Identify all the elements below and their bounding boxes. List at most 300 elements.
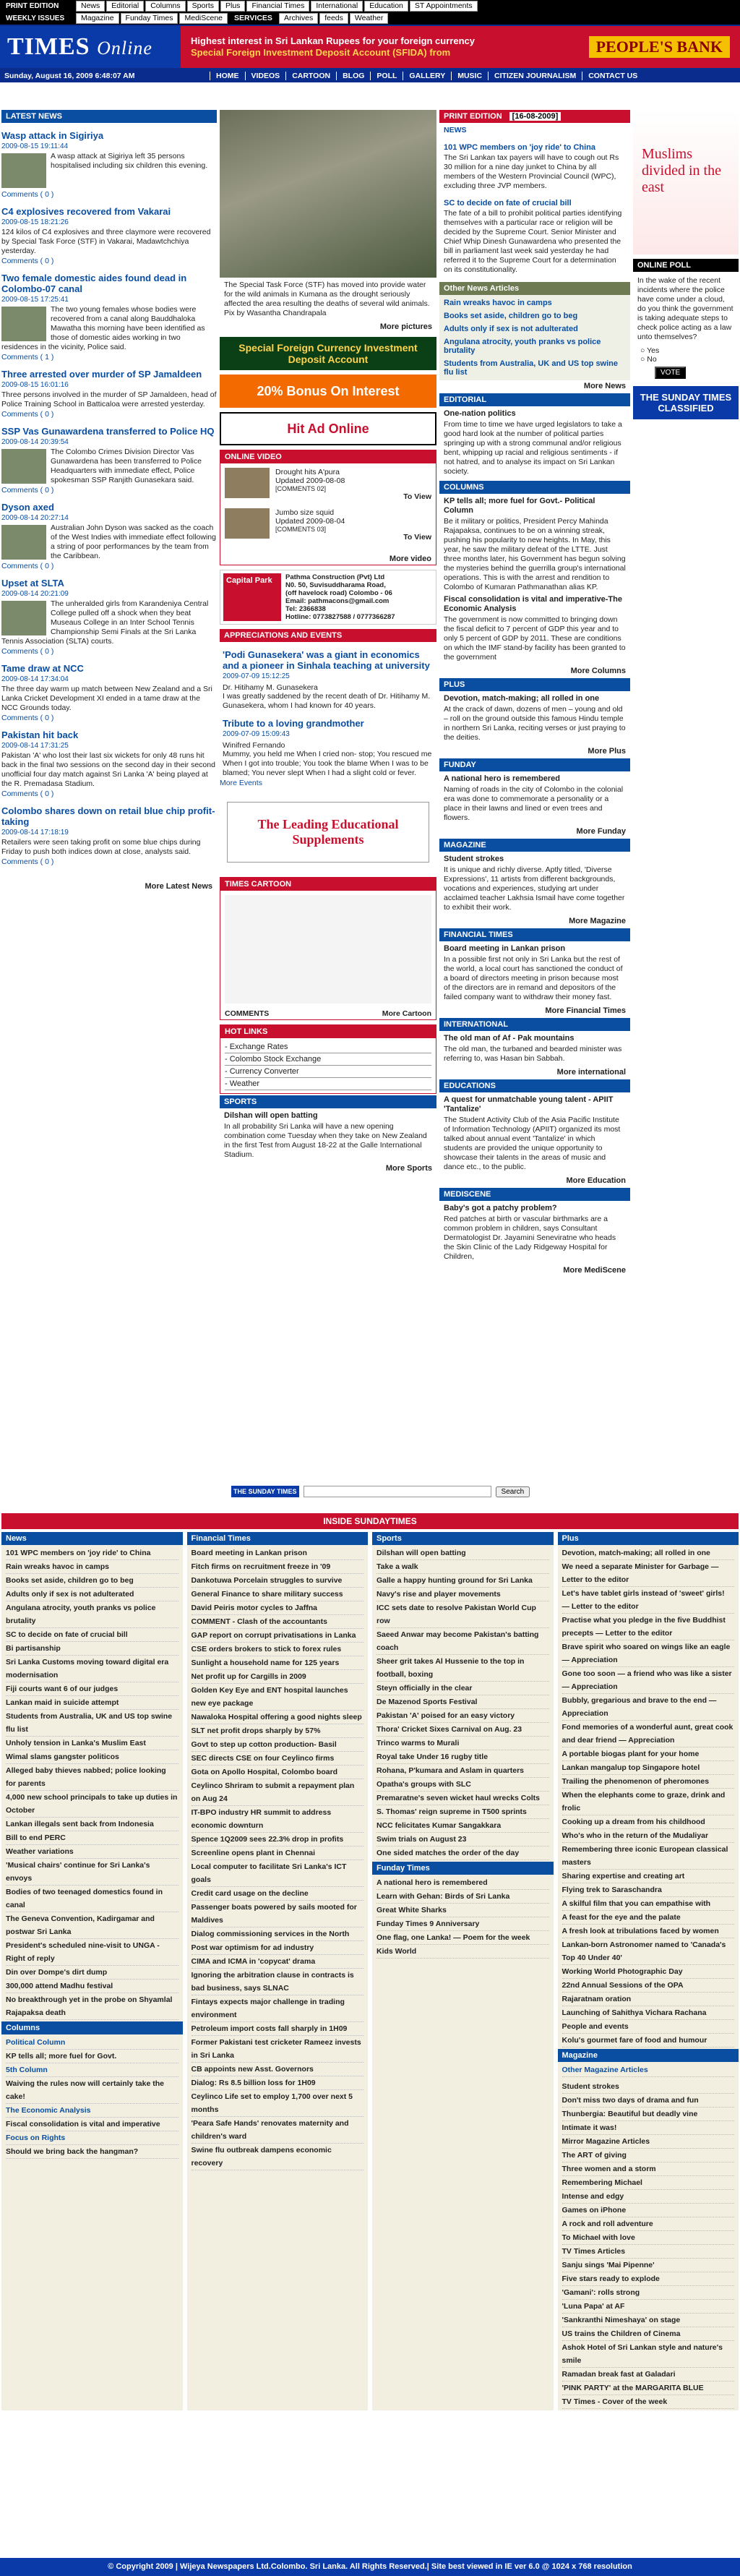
inside-sports-item[interactable]: De Mazenod Sports Festival [377, 1695, 549, 1709]
latest-news-date: 2009-08-14 20:27:14 [1, 514, 69, 522]
appreciation-body: Mummy, you held me When I cried non- stop; You rescued me When I got into trouble; You took the blame When I was to be blamed; You never slept When I had a slight cold or fever. [223, 750, 432, 777]
inside-sports-item[interactable]: Swim trials on August 23 [377, 1833, 549, 1847]
topnav-item[interactable]: International [311, 1, 363, 12]
sports-header: SPORTS [220, 1095, 436, 1108]
nav-item[interactable]: HOME [210, 72, 245, 80]
inside-sports-item[interactable]: Premaratne's seven wicket haul wrecks Colts [377, 1792, 549, 1805]
inside-sports-item[interactable]: Opatha's groups with SLC [377, 1778, 549, 1792]
topnav2-item[interactable]: Weather [350, 13, 389, 24]
funday-headline[interactable]: A national hero is remembered [444, 774, 560, 783]
inside-plus-item[interactable]: Who's who in the return of the Mudaliyar [562, 1829, 735, 1843]
inside-magazine-item[interactable]: Ashok Hotel of Sri Lankan style and nature's smile [562, 2341, 735, 2368]
inside-ft-item[interactable]: Spence 1Q2009 sees 22.3% drop in profits [192, 1833, 364, 1847]
news-thumbnail[interactable] [1, 449, 46, 484]
latest-news-title[interactable]: Two female domestic aides found dead in Colombo-07 canal [1, 273, 187, 294]
columns-headline[interactable]: KP tells all; more fuel for Govt.- Political Column [444, 497, 595, 515]
feature-photo[interactable] [220, 110, 436, 278]
inside-news-item[interactable]: Rain wreaks havoc in camps [6, 1560, 178, 1574]
inside-plus-item[interactable]: 22nd Annual Sessions of the OPA [562, 1979, 735, 1993]
sidebar-headline[interactable]: Muslims divided in the east [633, 110, 739, 254]
inside-magazine-item[interactable]: Remembering Michael [562, 2176, 735, 2190]
topnav2-item[interactable]: feeds [319, 13, 348, 24]
print-edition-label: PRINT EDITION [6, 2, 59, 10]
inside-news-item[interactable]: Bill to end PERC [6, 1831, 178, 1845]
latest-news-item [1, 426, 217, 495]
to-view-link[interactable]: To View [403, 492, 431, 501]
medi-headline[interactable]: Baby's got a patchy problem? [444, 1204, 557, 1212]
vote-button[interactable]: VOTE [655, 367, 686, 379]
latest-news-body: The three day warm up match between New Zealand and a Sri Lanka Cricket Development XI ended in a tame draw at the NCC Grounds today. [1, 685, 212, 712]
inside-sports-item[interactable]: One sided matches the order of the day [377, 1847, 549, 1860]
news-thumbnail[interactable] [1, 601, 46, 636]
more-pictures-link[interactable]: More pictures [379, 322, 432, 331]
inside-sports-item[interactable]: S. Thomas' reign supreme in T500 sprints [377, 1805, 549, 1819]
inside-magazine-item[interactable]: Three women and a storm [562, 2162, 735, 2176]
comments-link[interactable]: Comments ( 0 ) [1, 647, 54, 656]
inside-plus-item[interactable]: Trailing the phenomenon of pheromones [562, 1775, 735, 1789]
inside-magazine-item[interactable]: Don't miss two days of drama and fun [562, 2094, 735, 2108]
inside-news-item[interactable]: Unholy tension in Lanka's Muslim East [6, 1737, 178, 1750]
inside-plus-item[interactable]: Working World Photographic Day [562, 1965, 735, 1979]
hot-link[interactable]: - Weather [225, 1078, 431, 1090]
inside-ft-item[interactable]: Fitch firms on recruitment freeze in '09 [192, 1560, 364, 1574]
more-medi-link[interactable]: More MediScene [563, 1266, 626, 1275]
topnav-item[interactable]: Columns [145, 1, 185, 12]
inside-news-item[interactable]: 300,000 attend Madhu festival [6, 1980, 178, 1993]
inside-ft-item[interactable]: SEC directs CSE on four Ceylinco firms [192, 1752, 364, 1766]
intl-headline[interactable]: The old man of Af - Pak mountains [444, 1034, 575, 1043]
other-news-link[interactable]: Angulana atrocity, youth pranks vs police brutality [444, 338, 601, 355]
inside-ft-item[interactable]: CSE orders brokers to stick to forex rules [192, 1643, 364, 1656]
latest-news-title[interactable]: SSP Vas Gunawardena transferred to Police HQ [1, 426, 215, 437]
inside-ft-item[interactable]: Fintays expects major challenge in trading environment [192, 1995, 364, 2022]
news-thumbnail[interactable] [1, 525, 46, 560]
topnav2-item[interactable]: Magazine [76, 13, 119, 24]
intl-header: INTERNATIONAL [439, 1018, 630, 1031]
latest-news-title[interactable]: Wasp attack in Sigiriya [1, 130, 104, 141]
inside-ft-item[interactable]: GAP report on corrupt privatisations in Lanka [192, 1629, 364, 1643]
edu-headline[interactable]: A quest for unmatchable young talent - APIIT 'Tantalize' [444, 1095, 614, 1113]
search-input[interactable] [304, 1486, 491, 1497]
inside-funday-item[interactable]: A national hero is remembered [377, 1876, 549, 1890]
ft-headline[interactable]: Board meeting in Lankan prison [444, 944, 566, 953]
inside-magazine-item[interactable]: Mirror Magazine Articles [562, 2135, 735, 2149]
inside-ft-item[interactable]: Ignoring the arbitration clause in contracts is bad business, says SLNAC [192, 1969, 364, 1995]
more-columns-link[interactable]: More Columns [570, 667, 626, 675]
latest-news-date: 2009-08-15 18:21:26 [1, 218, 69, 226]
appreciation-title[interactable]: Tribute to a loving grandmother [223, 718, 364, 729]
inside-ft-item[interactable]: Board meeting in Lankan prison [192, 1546, 364, 1560]
inside-magazine-item[interactable]: Intimate it was! [562, 2121, 735, 2135]
ft-section: FINANCIAL TIMES Board meeting in Lankan prison In a possible first not only in Sri Lanka but the rest of the world, a local court has sanctioned the conduct of a board of directors meeting in prison because most of the directors are in remand and depositors of the failed company want to withdraw their money fast. More Financial Times [439, 928, 630, 1017]
inside-plus-item[interactable]: A fresh look at tribulations faced by women [562, 1925, 735, 1938]
inside-plus-item[interactable]: Brave spirit who soared on wings like an eagle — Appreciation [562, 1640, 735, 1667]
inside-ft-item[interactable]: Passenger boats powered by sails mooted for Maldives [192, 1901, 364, 1927]
educational-supplements-ad[interactable]: The Leading Educational Supplements [227, 802, 429, 863]
more-events-link[interactable]: More Events [220, 779, 262, 787]
inside-news-item[interactable]: Lankan maid in suicide attempt [6, 1696, 178, 1710]
inside-magazine-item[interactable]: The ART of giving [562, 2149, 735, 2162]
inside-ft-item[interactable]: Golden Key Eye and ENT hospital launches new eye package [192, 1684, 364, 1711]
inside-plus-item[interactable]: A portable biogas plant for your home [562, 1747, 735, 1761]
news-thumbnail[interactable] [1, 153, 46, 188]
columns-headline[interactable]: Fiscal consolidation is vital and imperative-The Economic Analysis [444, 595, 622, 613]
appreciation-title[interactable]: 'Podi Gunasekera' was a giant in economics and a pioneer in Sinhala teaching at university [223, 649, 430, 671]
other-news-link[interactable]: Books set aside, children go to beg [444, 312, 578, 320]
inside-columns-item[interactable]: KP tells all; more fuel for Govt. [6, 2050, 178, 2063]
inside-news-item[interactable]: Students from Australia, UK and US top swine flu list [6, 1710, 178, 1737]
inside-news-item[interactable]: Fiji courts want 6 of our judges [6, 1682, 178, 1696]
video-thumbnail[interactable] [225, 508, 270, 539]
hot-link[interactable]: - Exchange Rates [225, 1041, 431, 1053]
inside-sports-item[interactable]: NCC felicitates Kumar Sangakkara [377, 1819, 549, 1833]
inside-ft-item[interactable]: Swine flu outbreak dampens economic recovery [192, 2144, 364, 2170]
nav-item[interactable]: MUSIC [451, 72, 488, 80]
video-thumbnail[interactable] [225, 468, 270, 498]
header-ad[interactable]: Highest interest in Sri Lankan Rupees for your foreign currency Special Foreign Investment Deposit Account (SFIDA) from PEOPLE'S BANK [181, 26, 740, 68]
hot-link[interactable]: - Currency Converter [225, 1066, 431, 1078]
inside-ft-item[interactable]: Ceylinco Life set to employ 1,700 over next 5 months [192, 2090, 364, 2117]
latest-news-title[interactable]: Pakistan hit back [1, 729, 79, 740]
video-title[interactable]: Drought hits A'pura [275, 468, 340, 476]
magazine-section: MAGAZINE Student strokes It is unique and richly diverse. Aptly titled, 'Diverse Expressions', 11 artists from different backgrounds, vocations and experiences, studying art under acclaimed teacher Lakhsia Ismail have come together to exhibit their work. More Magazine [439, 839, 630, 927]
inside-news-item[interactable]: Adults only if sex is not adulterated [6, 1588, 178, 1601]
inside-news-item[interactable]: SC to decide on fate of crucial bill [6, 1628, 178, 1642]
topnav-item[interactable]: News [76, 1, 105, 12]
latest-news-date: 2009-08-14 17:31:25 [1, 742, 69, 750]
topnav2-item[interactable]: Archives [279, 13, 318, 24]
inside-ft-item[interactable]: Net profit up for Cargills in 2009 [192, 1670, 364, 1684]
inside-plus-item[interactable]: Devotion, match-making; all rolled in one [562, 1546, 735, 1560]
inside-columns-item[interactable]: Waiving the rules now will certainly take the cake! [6, 2077, 178, 2104]
classified-ad[interactable]: THE SUNDAY TIMES CLASSIFIED [633, 386, 739, 419]
online-poll-header: ONLINE POLL [633, 259, 739, 272]
inside-columns-item[interactable]: Fiscal consolidation is vital and imperative [6, 2118, 178, 2131]
topnav-item[interactable]: Plus [220, 1, 245, 12]
inside-news-item[interactable]: Sri Lanka Customs moving toward digital era modernisation [6, 1656, 178, 1682]
inside-news-item[interactable]: Bi partisanship [6, 1642, 178, 1656]
plus-header: PLUS [439, 678, 630, 691]
latest-news-date: 2009-08-15 19:11:44 [1, 142, 69, 150]
latest-news-body: Pakistan 'A' who lost their last six wickets for only 48 runs hit back in the final two sessions on the second day in their second unofficial four day match against Sri Lanka 'A' being played at the R. Premadasa Stadium. [1, 751, 215, 788]
comments-link[interactable]: Comments ( 1 ) [1, 353, 54, 361]
comments-link[interactable]: Comments ( 0 ) [1, 190, 54, 199]
funday-section: FUNDAY A national hero is remembered Naming of roads in the city of Colombo in the colonial era was done to commemorate a personality or a place in their lawns and lined or even trees and flowers. More Funday [439, 758, 630, 837]
topnav-item[interactable]: Financial Times [246, 1, 309, 12]
editorial-header: EDITORIAL [439, 393, 630, 406]
edu-section: EDUCATIONS A quest for unmatchable young talent - APIIT 'Tantalize' The Student Activity Club of the Asia Pacific Institute of Information Technology (APIIT) organized its most talked about annual event 'Tantalize' in which students are provided the unique opportunity to showcase their talents in the areas of music and dance etc., to the public. More Education [439, 1079, 630, 1186]
inside-plus-item[interactable]: A feast for the eye and the palate [562, 1911, 735, 1925]
inside-news-item[interactable]: Bodies of two teenaged domestics found in canal [6, 1886, 178, 1912]
magazine-headline[interactable]: Student strokes [444, 855, 504, 863]
inside-sports-item[interactable]: Pakistan 'A' poised for an easy victory [377, 1709, 549, 1723]
inside-magazine-item[interactable]: Ramadan break fast at Galadari [562, 2368, 735, 2382]
inside-plus-item[interactable]: When the elephants come to graze, drink and frolic [562, 1789, 735, 1815]
inside-news-item[interactable]: Din over Dompe's dirt dump [6, 1966, 178, 1980]
inside-magazine-item[interactable]: Student strokes [562, 2080, 735, 2094]
inside-plus-item[interactable]: Sharing expertise and creating art [562, 1870, 735, 1883]
inside-ft-item[interactable]: Nawaloka Hospital offering a good nights sleep [192, 1711, 364, 1724]
inside-ft-item[interactable]: Post war optimism for ad industry [192, 1941, 364, 1955]
print-headline-2[interactable]: SC to decide on fate of crucial bill [444, 199, 572, 207]
inside-plus-item[interactable]: Gone too soon — a friend who was like a sister — Appreciation [562, 1667, 735, 1694]
inside-news-item[interactable]: Weather variations [6, 1845, 178, 1859]
feature-caption: The Special Task Force (STF) has moved into provide water for the wild animals in Kumana as the drought seriously affected the area resulting the deaths of several wild animals. Pix by Wasantha Chandrapala [224, 281, 430, 317]
inside-news-item[interactable]: Angulana atrocity, youth pranks vs police brutality [6, 1601, 178, 1628]
inside-ft-item[interactable]: CB appoints new Asst. Governors [192, 2063, 364, 2076]
inside-news-item[interactable]: Wimal slams gangster politicos [6, 1750, 178, 1764]
weekly-issues-label: WEEKLY ISSUES [6, 14, 65, 22]
inside-magazine-item[interactable]: Sanju sings 'Mai Pipenne' [562, 2259, 735, 2272]
nav-item[interactable]: GALLERY [403, 72, 451, 80]
inside-magazine-item[interactable]: 'Luna Papa' at AF [562, 2300, 735, 2314]
inside-ft-item[interactable]: General Finance to share military success [192, 1588, 364, 1601]
inside-sports-item[interactable]: Saeed Anwar may become Pakistan's batting coach [377, 1628, 549, 1655]
inside-sports-item[interactable]: Take a walk [377, 1560, 549, 1574]
plus-headline[interactable]: Devotion, match-making; all rolled in one [444, 694, 600, 703]
inside-ft-item[interactable]: Dialog: Rs 8.5 billion loss for 1H09 [192, 2076, 364, 2090]
inside-ft-item[interactable]: Former Pakistani test cricketer Rameez invests in Sri Lanka [192, 2036, 364, 2063]
latest-news-column [1, 110, 217, 892]
more-sports-link[interactable]: More Sports [385, 1164, 432, 1173]
inside-funday-item[interactable]: One flag, one Lanka! — Poem for the week [377, 1931, 549, 1945]
inside-funday-item[interactable]: Kids World [377, 1945, 549, 1959]
inside-plus-item[interactable]: Fond memories of a wonderful aunt, great cook and dear friend — Appreciation [562, 1721, 735, 1747]
peoples-bank-logo: PEOPLE'S BANK [589, 36, 730, 58]
inside-plus-item[interactable]: Rajaratnam oration [562, 1993, 735, 2006]
inside-plus-item[interactable]: Remembering three iconic European classical masters [562, 1843, 735, 1870]
inside-ft-item[interactable]: Local computer to facilitate Sri Lanka's ICT goals [192, 1860, 364, 1887]
inside-news-item[interactable]: President's scheduled nine-visit to UNGA - Right of reply [6, 1939, 178, 1966]
inside-columns-item[interactable]: Should we bring back the hangman? [6, 2145, 178, 2159]
columns-section: COLUMNS KP tells all; more fuel for Govt.- Political Column Be it military or politics, President Percy Mahinda Rajapaksa, continues to be on a winning streak, pushing his popularity to new heights. In May, this year, he saw the military defeat of the LTTE. Just three months later, his Government has begun solving the mysteries behind the guerrilla group's international operations. This is with the arrest and rendition to Colombo of Kumaran Pathmanathan alias KP. Fiscal consolidation is vital and imperative-The Economic Analysis The government is now committed to bringing down the fiscal deficit to 7 percent of GDP this year and to only 5 percent of GDP by 2011. These are conditions on which the IMF stand-by facility has been granted to the government More Columns [439, 481, 630, 677]
more-cartoon-link[interactable]: More Cartoon [382, 1009, 431, 1018]
inside-magazine-item[interactable]: TV Times - Cover of the week [562, 2395, 735, 2409]
latest-news-title[interactable]: Upset at SLTA [1, 578, 64, 589]
cartoon-header: TIMES CARTOON [220, 878, 436, 891]
inside-ft-item[interactable]: 'Peara Safe Hands' renovates maternity and children's ward [192, 2117, 364, 2144]
inside-plus-item[interactable]: Flying trek to Saraschandra [562, 1883, 735, 1897]
inside-plus-item[interactable]: Launching of Sahithya Vichara Rachana [562, 2006, 735, 2020]
comments-link[interactable]: Comments ( 0 ) [1, 257, 54, 265]
inside-ft-item[interactable]: CIMA and ICMA in 'copycat' drama [192, 1955, 364, 1969]
inside-plus-item[interactable]: Lankan-born Astronomer named to 'Canada's Top 40 Under 40' [562, 1938, 735, 1965]
latest-news-title[interactable]: Colombo shares down on retail blue chip profit-taking [1, 805, 215, 827]
editorial-headline[interactable]: One-nation politics [444, 409, 516, 418]
inside-magazine-item[interactable]: To Michael with love [562, 2231, 735, 2245]
topnav2-item[interactable]: SERVICES [229, 13, 278, 24]
other-news-link[interactable]: Rain wreaks havoc in camps [444, 299, 552, 307]
header-banner [0, 25, 740, 69]
editorial-section: EDITORIAL One-nation politics From time to time we have urged legislators to take a good hard look at the number of political parties springing up with a strong communal and/or religious bent, whipping up racial and religious sentiments - if not hatred, and to analyse its impact on Sri Lankan society. [439, 393, 630, 479]
bonus-interest-banner[interactable]: 20% Bonus On Interest [220, 375, 436, 408]
inside-magazine-item[interactable]: 'Gamani': rolls strong [562, 2286, 735, 2300]
inside-sports-item[interactable]: Sheer grit takes Al Hussenie to the top in football, boxing [377, 1655, 549, 1682]
site-logo[interactable]: TIMES Online [0, 26, 181, 68]
inside-ft-item[interactable]: IT-BPO industry HR summit to address economic downturn [192, 1806, 364, 1833]
magazine-header: MAGAZINE [439, 839, 630, 852]
inside-ft-item[interactable]: SLT net profit drops sharply by 57% [192, 1724, 364, 1738]
inside-magazine-item[interactable]: A rock and roll adventure [562, 2217, 735, 2231]
poll-yes[interactable]: ○ Yes [640, 346, 660, 355]
latest-news-date: 2009-08-14 17:18:19 [1, 829, 69, 836]
comments-link[interactable]: Comments ( 0 ) [1, 486, 54, 495]
topnav2-item[interactable]: Funday Times [121, 13, 178, 24]
inside-ft-item[interactable]: David Peiris motor cycles to Jaffna [192, 1601, 364, 1615]
comments-link[interactable]: Comments ( 0 ) [1, 790, 54, 798]
latest-news-title[interactable]: Dyson axed [1, 502, 54, 513]
inside-plus-item[interactable]: Kolu's gourmet fare of food and humour [562, 2034, 735, 2047]
nav-item[interactable]: CONTACT US [582, 72, 643, 80]
hit-ad-banner[interactable]: Hit Ad Online [220, 412, 436, 445]
inside-news-item[interactable]: The Geneva Convention, Kadirgamar and postwar Sri Lanka [6, 1912, 178, 1939]
latest-news-body: The two young females whose bodies were recovered from a canal along Bauddhaloka Mawatha this morning have been identified as those of domestic aides working in two residences in the vicinity, Police said. [1, 305, 205, 351]
nav-item[interactable]: POLL [370, 72, 403, 80]
inside-ft-item[interactable]: Dialog commissioning services in the North [192, 1927, 364, 1941]
inside-magazine-item[interactable]: Five stars ready to explode [562, 2272, 735, 2286]
latest-news-body: 124 kilos of C4 explosives and three claymore were recovered by Special Task Force (STF) in Vakarai, Madawtchchiya yesterday. [1, 228, 211, 255]
more-video-link[interactable]: More video [389, 555, 431, 563]
inside-news-item[interactable]: 101 WPC members on 'joy ride' to China [6, 1546, 178, 1560]
inside-sports-item[interactable]: Rohana, P'kumara and Aslam in quarters [377, 1764, 549, 1778]
topnav2-item[interactable]: MediScene [179, 13, 228, 24]
inside-magazine-item[interactable]: Thunbergia: Beautiful but deadly vine [562, 2108, 735, 2121]
more-ft-link[interactable]: More Financial Times [545, 1006, 626, 1015]
inside-magazine-item[interactable]: Games on iPhone [562, 2204, 735, 2217]
to-view-link[interactable]: To View [403, 533, 431, 542]
latest-news-item [1, 130, 217, 199]
inside-plus-item[interactable]: Bubbly, gregarious and brave to the end — Appreciation [562, 1694, 735, 1721]
search-button[interactable]: Search [496, 1486, 530, 1497]
inside-funday-item[interactable]: Learn with Gehan: Birds of Sri Lanka [377, 1890, 549, 1904]
inside-plus-item[interactable]: Practise what you pledge in the five Buddhist precepts — Letter to the editor [562, 1614, 735, 1640]
other-news-link[interactable]: Students from Australia, UK and US top swine flu list [444, 359, 619, 377]
inside-sports-item[interactable]: Galle a happy hunting ground for Sri Lanka [377, 1574, 549, 1588]
comments-link[interactable]: Comments ( 0 ) [1, 410, 54, 419]
inside-funday-item[interactable]: Funday Times 9 Anniversary [377, 1917, 549, 1931]
inside-magazine-item[interactable]: 'PINK PARTY' at the MARGARITA BLUE [562, 2382, 735, 2395]
video-item[interactable]: Jumbo size squid Updated 2009-08-04 [COMMENTS 03] To View [225, 508, 431, 542]
columns-header: COLUMNS [439, 481, 630, 494]
latest-news-date: 2009-08-14 20:21:09 [1, 590, 69, 598]
video-title[interactable]: Jumbo size squid [275, 508, 335, 517]
inside-ft-item[interactable]: Credit card usage on the decline [192, 1887, 364, 1901]
nav-item[interactable]: VIDEOS [245, 72, 286, 80]
inside-magazine-item[interactable]: TV Times Articles [562, 2245, 735, 2259]
inside-plus-item[interactable]: People and events [562, 2020, 735, 2034]
inside-news-item[interactable]: Lankan illegals sent back from Indonesia [6, 1818, 178, 1831]
latest-news-item [1, 369, 217, 419]
inside-plus-item[interactable]: A skilful film that you can empathise with [562, 1897, 735, 1911]
hot-link[interactable]: - Colombo Stock Exchange [225, 1053, 431, 1066]
topnav-item[interactable]: Sports [187, 1, 219, 12]
latest-news-date: 2009-08-15 16:01:16 [1, 381, 69, 389]
print-headline-1[interactable]: 101 WPC members on 'joy ride' to China [444, 143, 595, 152]
inside-sports-item[interactable]: Dilshan will open batting [377, 1546, 549, 1560]
inside-plus-item[interactable]: Cooking up a dream from his childhood [562, 1815, 735, 1829]
more-plus-link[interactable]: More Plus [588, 747, 626, 756]
topnav-item[interactable]: Education [364, 1, 408, 12]
more-edu-link[interactable]: More Education [566, 1176, 626, 1185]
inside-ft-item[interactable]: Govt to step up cotton production- Basil [192, 1738, 364, 1752]
inside-sports-item[interactable]: Royal take Under 16 rugby title [377, 1750, 549, 1764]
inside-funday-item[interactable]: Great White Sharks [377, 1904, 549, 1917]
inside-plus-item[interactable]: We need a separate Minister for Garbage — Letter to the editor [562, 1560, 735, 1587]
print-edition-header: PRINT EDITION [16-08-2009] [439, 110, 630, 123]
cartoon-image[interactable] [225, 895, 431, 1004]
inside-news-item[interactable]: 'Musical chairs' continue for Sri Lanka's envoys [6, 1859, 178, 1886]
inside-sports-item[interactable]: Trinco warms to Murali [377, 1737, 549, 1750]
topnav-item[interactable]: Editorial [106, 1, 144, 12]
plus-section: PLUS Devotion, match-making; all rolled in one At the crack of dawn, dozens of men – young and old – roll on the ground outside this famous Hindu temple in northern Sri Lanka, reciting verses or just praying to the deities. More Plus [439, 678, 630, 757]
more-latest-news-link[interactable]: More Latest News [145, 882, 212, 891]
inside-news-item[interactable]: Books set aside, children go to beg [6, 1574, 178, 1588]
inside-sports-item[interactable]: Steyn officially in the clear [377, 1682, 549, 1695]
comments-link[interactable]: Comments ( 0 ) [1, 562, 54, 570]
comments-link[interactable]: Comments ( 0 ) [1, 857, 54, 866]
appreciation-body: I was greatly saddened by the recent death of Dr. Hitihamy M. Gunasekera, whom I had known for 40 years. [223, 692, 431, 710]
inside-sports-item[interactable]: Thora' Cricket Sixes Carnival on Aug. 23 [377, 1723, 549, 1737]
inside-news-item[interactable]: No breakthrough yet in the probe on Shyamlal Rajapaksa death [6, 1993, 178, 2020]
poll-no[interactable]: ○ No [640, 355, 657, 364]
middle-column: The Special Task Force (STF) has moved into provide water for the wild animals in Kumana as the drought seriously affected the area resulting the deaths of several wild animals. Pix by Wasantha Chandrapala More pictures Special Foreign Currency Investment Deposit Account 20% Bonus On Interest Hit Ad Online ONLINE VIDEO Drought hits A'pura Updated 2009-08-08 [COMMENTS 02] To View Jumbo size squid Updated 2009-08-04 [COMMENTS 03] To View More video Capital Park Pathma Construction (Pvt) Ltd N0. 50, Suvisuddharama Road, (off havelock road) Colombo - 06 Email: pathmacons@gmail.com Tel: 2366838 Hotline: 0773827588 / 0777366287 APPRECIATIONS AND EVENTS 'Podi Gunasekera' was a giant in economics and a pioneer in Sinhala teaching at university 2009-07-09 15:12:25 Dr. Hitihamy M. Gunasekera I was greatly saddened by the recent death of Dr. Hitihamy M. Gunasekera, whom I had known for 40 years. Tribute to a loving grandmother 2009-07-09 15:09:43 Winifred Fernando Mummy, you held me When I cried non- stop; You rescued me When I got into trouble; You took the blame When I was to be blamed; You never slept When I had a slight cold or fever. More Events The Leading Educational Supplements TIMES CARTOON COMMENTS More Cartoon HOT LINKS - Exchange Rates - Colombo Stock Exchange - Currency Converter - Weather SPORTS Dilshan will open batting In all probability Sri Lanka will have a new opening combination come Tuesday when they take on New Zealand in the first Test from August 18-22 at the Galle International Stadium. More Sports [220, 110, 436, 1174]
inside-magazine-item[interactable]: 'Sankranthi Nimeshaya' on stage [562, 2314, 735, 2327]
latest-news-item [1, 502, 217, 570]
video-item[interactable]: Drought hits A'pura Updated 2009-08-08 [COMMENTS 02] To View [225, 468, 431, 501]
inside-news-item[interactable]: Alleged baby thieves nabbed; police looking for parents [6, 1764, 178, 1791]
capital-park-ad[interactable]: Capital Park Pathma Construction (Pvt) Ltd N0. 50, Suvisuddharama Road, (off havelock road) Colombo - 06 Email: pathmacons@gmail.com Tel: 2366838 Hotline: 0773827588 / 0777366287 [220, 570, 436, 625]
comments-link[interactable]: Comments ( 0 ) [1, 714, 54, 722]
inside-sundaytimes: INSIDE SUNDAYTIMES News 101 WPC members on 'joy ride' to China Rain wreaks havoc in camps Books set aside, children go to beg Adults only if sex is not adulterated Angulana atrocity, youth pranks vs police brutality SC to decide on fate of crucial bill Bi partisanship Sri Lanka Customs moving toward digital era modernisation Fiji courts want 6 of our judges Lankan maid in suicide attempt Students from Australia, UK and US top swine flu list Unholy tension in Lanka's Muslim East Wimal slams gangster politicos Alleged baby thieves nabbed; police looking for parents 4,000 new school principals to take up duties in October Lankan illegals sent back from Indonesia Bill to end PERC Weather variations 'Musical chairs' continue for Sri Lanka's envoys Bodies of two teenaged domestics found in canal The Geneva Convention, Kadirgamar and postwar Sri Lanka President's scheduled nine-visit to UNGA - Right of reply Din over Dompe's dirt dump 300,000 attend Madhu festival No breakthrough yet in the probe on Shyamlal Rajapaksa death Columns Political Column KP tells all; more fuel for Govt. 5th Column Waiving the rules now will certainly take the cake! The Economic Analysis Fiscal consolidation is vital and imperative Focus on Rights Should we bring back the hangman? Financial Times Board meeting in Lankan prison Fitch firms on recruitment freeze in '09 Dankotuwa Porcelain struggles to survive General Finance to share military success David Peiris motor cycles to Jaffna COMMENT - Clash of the accountants GAP report on corrupt privatisations in Lanka CSE orders brokers to stick to forex rules Sunlight a household name for 125 years Net profit up for Cargills in 2009 Golden Key Eye and ENT hospital launches new eye package Nawaloka Hospital offering a good nights sleep SLT net profit drops sharply by 57% Govt to step up cotton production- Basil SEC directs CSE on four Ceylinco firms Gota on Apollo Hospital, Colombo board Ceylinco Shriram to submit a repayment plan on Aug 24 IT-BPO industry HR summit to address economic downturn Spence 1Q2009 sees 22.3% drop in profits Screenline opens plant in Chennai Local computer to facilitate Sri Lanka's ICT goals Credit card usage on the decline Passenger boats powered by sails mooted for Maldives Dialog commissioning services in the North Post war optimism for ad industry CIMA and ICMA in 'copycat' drama Ignoring the arbitration clause in contracts is bad business, says SLNAC Fintays expects major challenge in trading environment Petroleum import costs fall sharply in 1H09 Former Pakistani test cricketer Rameez invests in Sri Lanka CB appoints new Asst. Governors Dialog: Rs 8.5 billion loss for 1H09 Ceylinco Life set to employ 1,700 over next 5 months 'Peara Safe Hands' renovates maternity and children's ward Swine flu outbreak dampens economic recovery Sports Dilshan will open batting Take a walk Galle a happy hunting ground for Sri Lanka Navy's rise and player movements ICC sets date to resolve Pakistan World Cup row Saeed Anwar may become Pakistan's batting coach Sheer grit takes Al Hussenie to the top in football, boxing Steyn officially in the clear De Mazenod Sports Festival Pakistan 'A' poised for an easy victory Thora' Cricket Sixes Carnival on Aug. 23 Trinco warms to Murali Royal take Under 16 rugby title Rohana, P'kumara and Aslam in quarters Opatha's groups with SLC Premaratne's seven wicket haul wrecks Colts S. Thomas' reign supreme in T500 sprints NCC felicitates Kumar Sangakkara Swim trials on August 23 One sided matches the order of the day Funday Times A national hero is remembered Learn with Gehan: Birds of Sri Lanka Great White Sharks Funday Times 9 Anniversary One flag, one Lanka! — Poem for the week Kids World Plus Devotion, match-making; all rolled in one We need a separate Minister for Garbage — Letter to the editor Let's have tablet girls instead of 'sweet' girls! — Letter to the editor Practise what you pledge in the five Buddhist precepts — Letter to the editor Brave spirit who soared on wings like an eagle — Appreciation Gone too soon — a friend who was like a sister — Appreciation Bubbly, gregarious and brave to the end — Appreciation Fond memories of a wonderful aunt, great cook and dear friend — Appreciation A portable biogas plant for your home Lankan mangalup top Singapore hotel Trailing the phenomenon of pheromones When the elephants come to graze, drink and frolic Cooking up a dream from his childhood Who's who in the return of the Mudaliyar Remembering three iconic European classical masters Sharing expertise and creating art Flying trek to Saraschandra A skilful film that you can empathise with A feast for the eye and the palate A fresh look at tribulations faced by women Lankan-born Astronomer named to 'Canada's Top 40 Under 40' Working World Photographic Day 22nd Annual Sessions of the OPA Rajaratnam oration Launching of Sahithya Vichara Rachana People and events Kolu's gourmet fare of food and humour Magazine Other Magazine Articles Student strokes Don't miss two days of drama and fun Thunbergia: Beautiful but deadly vine Intimate it was! Mirror Magazine Articles The ART of giving Three women and a storm Remembering Michael Intense and edgy Games on iPhone A rock and roll adventure To Michael with love TV Times Articles Sanju sings 'Mai Pipenne' Five stars ready to explode 'Gamani': rolls strong 'Luna Papa' at AF 'Sankranthi Nimeshaya' on stage US trains the Children of Cinema Ashok Hotel of Sri Lankan style and nature's smile Ramadan break fast at Galadari 'PINK PARTY' at the MARGARITA BLUE TV Times - Cover of the week [1, 1513, 739, 2410]
inside-sports-item[interactable]: ICC sets date to resolve Pakistan World Cup row [377, 1601, 549, 1628]
latest-news-body: The Colombo Crimes Division Director Vas Gunawardena has been transferred to Police Headquarters with immediate effect, Police spokesman SSP Ranjith Gunasekara said. [51, 448, 202, 484]
more-news-link[interactable]: More News [583, 382, 626, 390]
sidebar [633, 110, 739, 419]
inside-ft-item[interactable]: Petroleum import costs fall sharply in 1H09 [192, 2022, 364, 2036]
inside-ft-item[interactable]: Gota on Apollo Hospital, Colombo board [192, 1766, 364, 1779]
nav-item[interactable]: CARTOON [285, 72, 336, 80]
inside-ft-item[interactable]: Ceylinco Shriram to submit a repayment plan on Aug 24 [192, 1779, 364, 1806]
inside-ft-item[interactable]: Sunlight a household name for 125 years [192, 1656, 364, 1670]
inside-ft-item[interactable]: COMMENT - Clash of the accountants [192, 1615, 364, 1629]
inside-plus-item[interactable]: Let's have tablet girls instead of 'sweet' girls! — Letter to the editor [562, 1587, 735, 1614]
inside-ft-item[interactable]: Screenline opens plant in Chennai [192, 1847, 364, 1860]
latest-news-title[interactable]: Tame draw at NCC [1, 663, 84, 674]
news-thumbnail[interactable] [1, 307, 46, 341]
more-intl-link[interactable]: More international [556, 1068, 626, 1077]
inside-ft-item[interactable]: Dankotuwa Porcelain struggles to survive [192, 1574, 364, 1588]
latest-news-title[interactable]: C4 explosives recovered from Vakarai [1, 206, 171, 217]
nav-item[interactable]: CITIZEN JOURNALISM [488, 72, 582, 80]
latest-news-title[interactable]: Three arrested over murder of SP Jamaldeen [1, 369, 202, 380]
cartoon-comments[interactable]: COMMENTS [225, 1009, 270, 1018]
inside-news-item[interactable]: 4,000 new school principals to take up duties in October [6, 1791, 178, 1818]
inside-plus-item[interactable]: Lankan mangalup top Singapore hotel [562, 1761, 735, 1775]
more-magazine-link[interactable]: More Magazine [569, 917, 626, 925]
nav-item[interactable]: BLOG [336, 72, 370, 80]
inside-magazine-item[interactable]: Intense and edgy [562, 2190, 735, 2204]
other-news-link[interactable]: Adults only if sex is not adulterated [444, 325, 578, 333]
topnav-item[interactable]: ST Appointments [410, 1, 478, 12]
print-edition-column: PRINT EDITION [16-08-2009] NEWS 101 WPC members on 'joy ride' to China The Sri Lankan tax payers will have to cough out Rs 30 million for a nine day junket to China by all members of the Western Provincial Council (WPC), excluding three JVP members. SC to decide on fate of crucial bill The fate of a bill to prohibit political parties identifying themselves with a particular race or religion will be decided by the Supreme Court. Senior Minister and Chief Whip Dinesh Gunawardena who presented the bill in parliament last week said yesterday he had referred it to the Supreme Court for a determination on its constitutionality. Other News Articles Rain wreaks havoc in camps Books set aside, children go to beg Adults only if sex is not adulterated Angulana atrocity, youth pranks vs police brutality Students from Australia, UK and US top swine flu list More News EDITORIAL One-nation politics From time to time we have urged legislators to take a good hard look at the number of political parties springing up with a strong communal and/or religious bent, whipping up racial and religious sentiments - if not hatred, and to analyse its impact on Sri Lankan society. COLUMNS KP tells all; more fuel for Govt.- Political Column Be it military or politics, President Percy Mahinda Rajapaksa, continues to be on a winning streak, pushing his popularity to new heights. In May, this year, he saw the military defeat of the LTTE. Just three months later, his Government has begun solving the mysteries behind the guerrilla group's international operations. This is with the arrest and rendition to Colombo of Kumaran Pathmanathan alias KP. Fiscal consolidation is vital and imperative-The Economic Analysis The government is now committed to bringing down the fiscal deficit to 7 percent of GDP this year and to only 5 percent of GDP by 2011. These are conditions on which the IMF stand-by facility has been granted to the government More Columns PLUS Devotion, match-making; all rolled in one At the crack of dawn, dozens of men – young and old – roll on the ground outside this famous Hindu temple in northern Sri Lanka, reciting verses or just praying to the deities. More Plus FUNDAY A national hero is remembered Naming of roads in the city of Colombo in the colonial era was done to commemorate a personality or a place in their lawns and lined or even trees and flowers. More Funday MAGAZINE Student strokes It is unique and richly diverse. Aptly titled, 'Diverse Expressions', 11 artists from different backgrounds, vocations and experiences, studying art under acclaimed teacher Lakhsia Ismail have come together to exhibit their work. More Magazine FINANCIAL TIMES Board meeting in Lankan prison In a possible first not only in Sri Lanka but the rest of the world, a local court has sanctioned the conduct of a board of directors meeting in prison because most of the directors are in remand and depositors of the failed company want to withdraw their money fast. More Financial Times INTERNATIONAL The old man of Af - Pak mountains The old man, the turbaned and bearded minister was referring to, was Hasan bin Sabbah. More international EDUCATIONS A quest for unmatchable young talent - APIIT 'Tantalize' The Student Activity Club of the Asia Pacific Institute of Information Technology (APIIT) organized its most talked about annual event 'Tantalize' in which students are provided the unique opportunity to showcase their talents in the areas of music and dance etc., to the public. More Education MEDISCENE Baby's got a patchy problem? Red patches at birth or vascular birthmarks are a common problem in children, says Consultant Dermatologist Dr. Jayamini Seneviratne who heads the Skin Clinic of the Lady Ridgeway Hospital for Children, More MediScene [439, 110, 630, 1276]
more-funday-link[interactable]: More Funday [576, 827, 626, 836]
inside-magazine-item[interactable]: US trains the Children of Cinema [562, 2327, 735, 2341]
sports-headline[interactable]: Dilshan will open batting [224, 1111, 318, 1120]
foreign-currency-banner[interactable]: Special Foreign Currency Investment Deposit Account [220, 337, 436, 370]
inside-sports-item[interactable]: Navy's rise and player movements [377, 1588, 549, 1601]
other-news-header: Other News Articles [439, 282, 630, 295]
top-bar [0, 0, 740, 12]
